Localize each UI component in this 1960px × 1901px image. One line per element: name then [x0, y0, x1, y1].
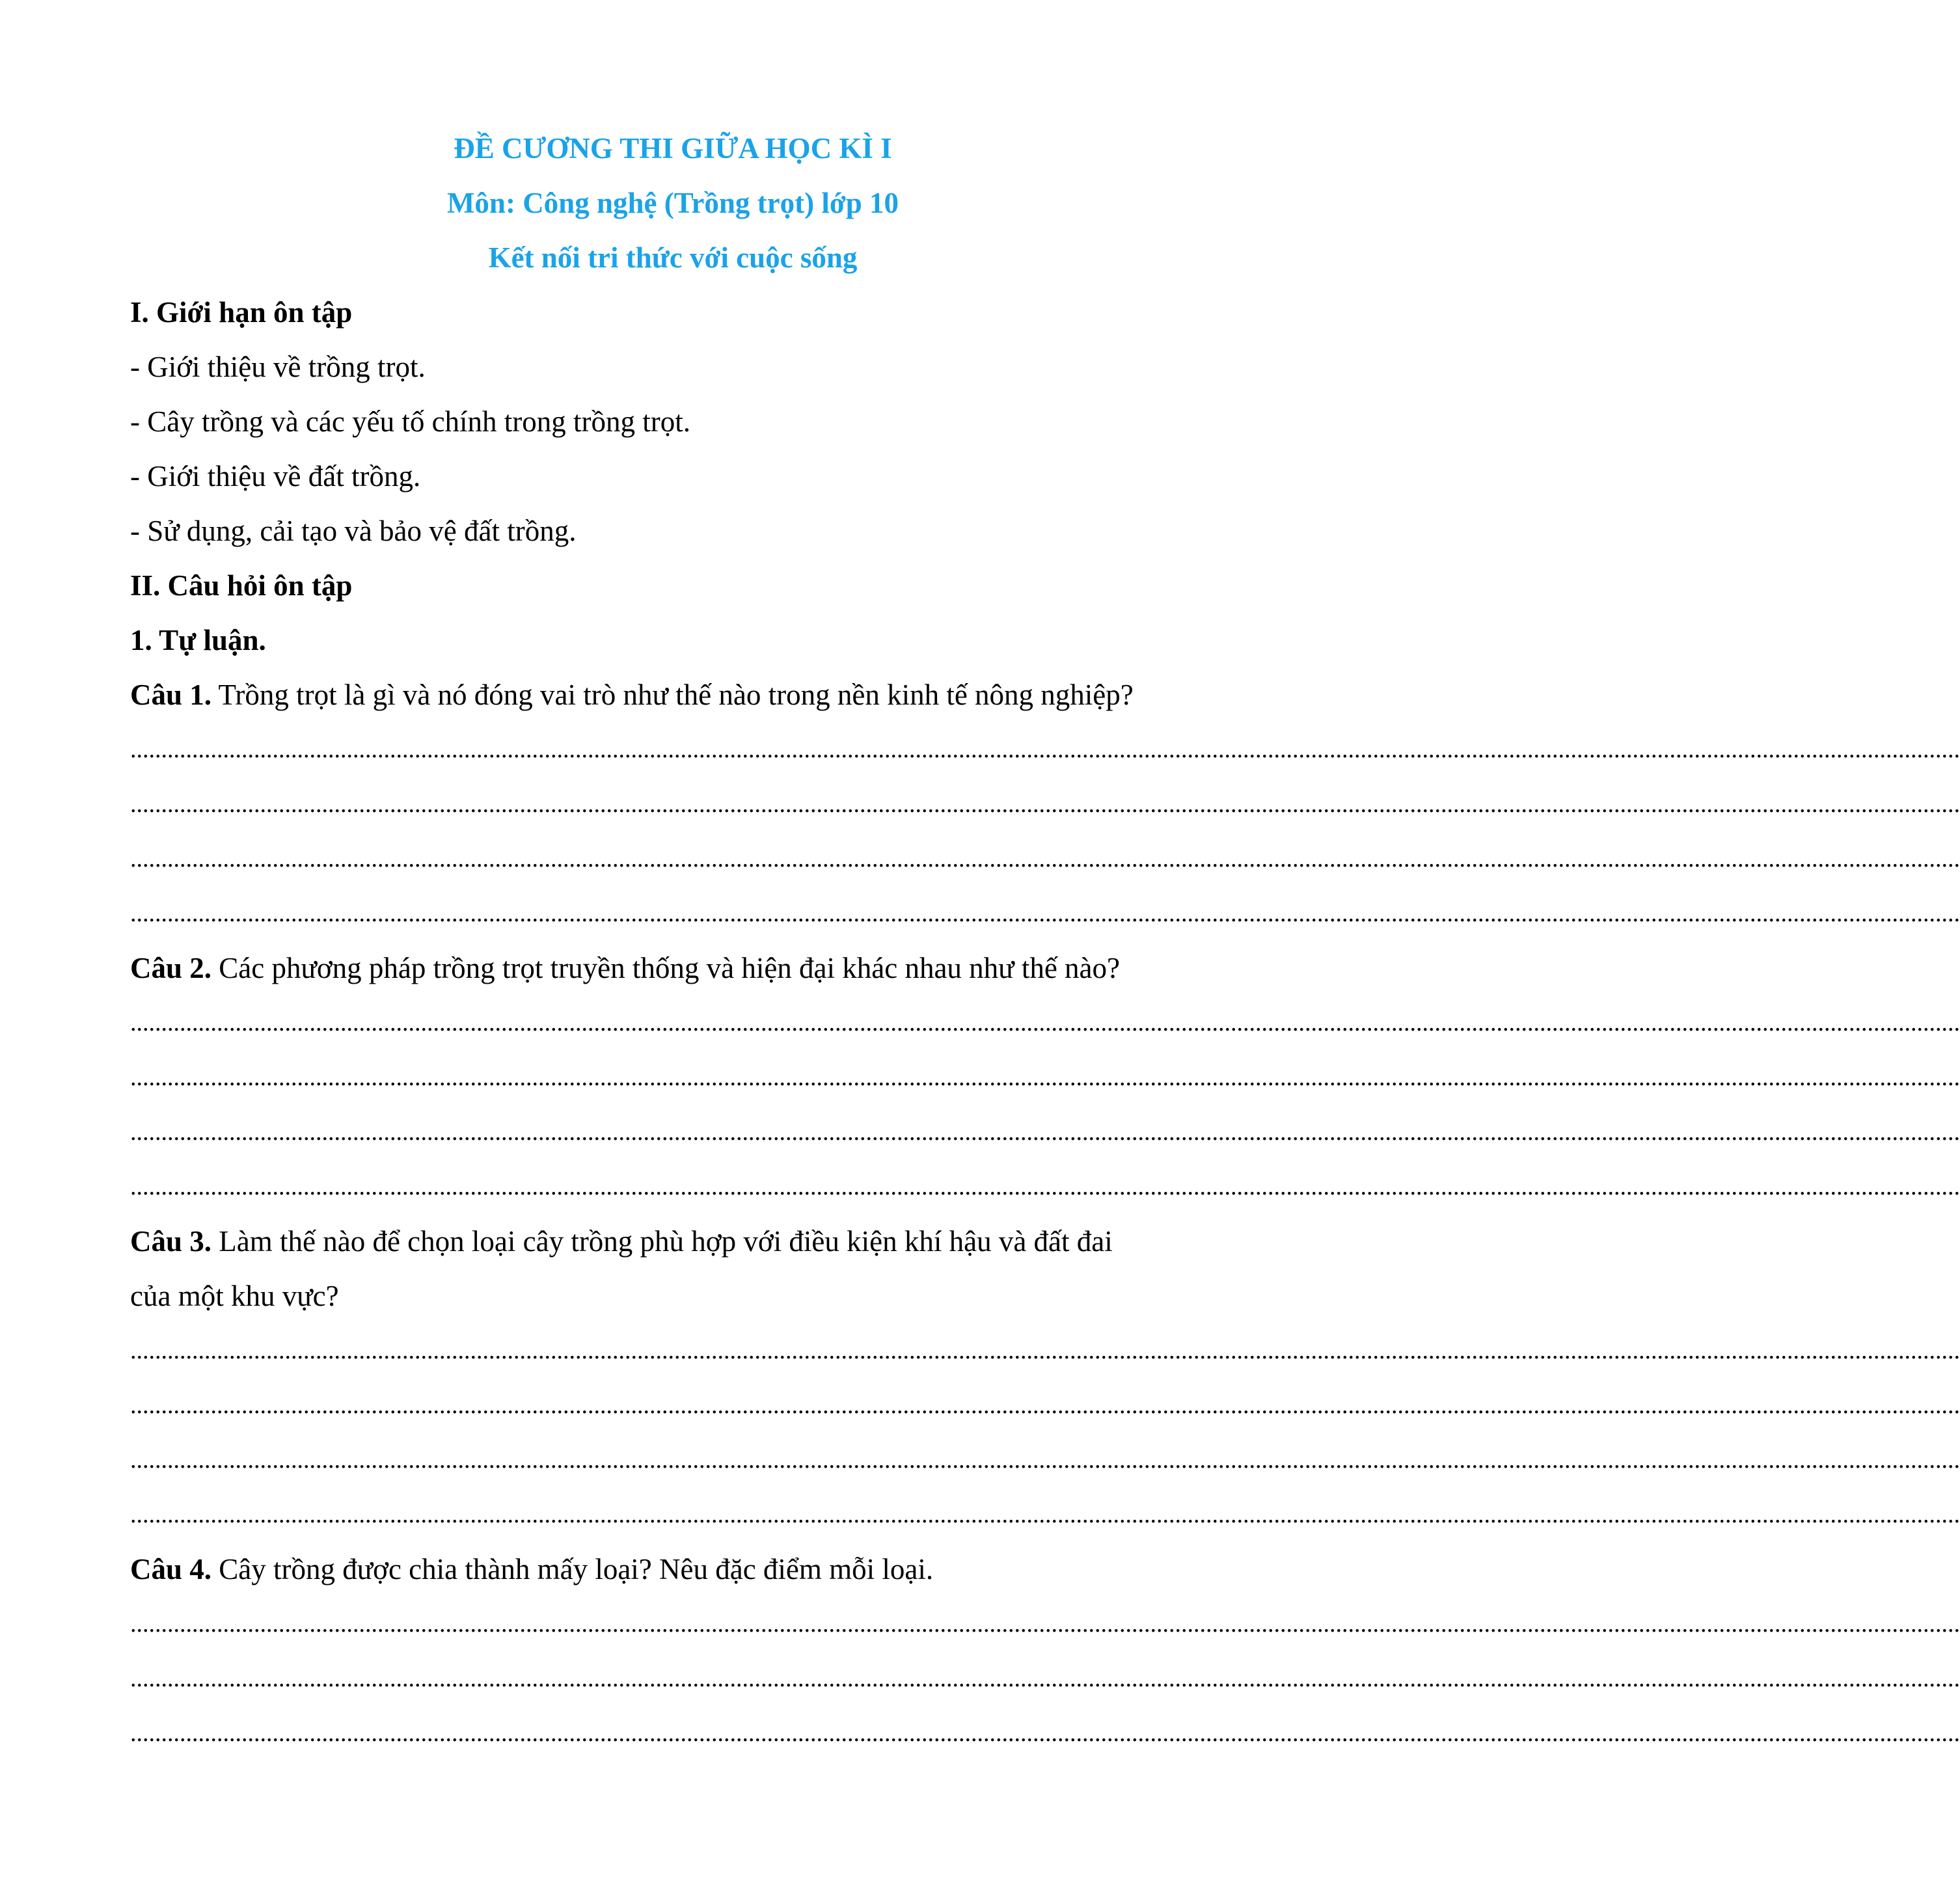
answer-line: ........................................................................................................................................................................................................................................................................................................ [130, 1392, 1960, 1419]
answer-line: ........................................................................................................................................................................................................................................................................................................ [130, 1337, 1960, 1364]
document-series: Kết nối tri thức với cuộc sống [488, 241, 858, 274]
answer-line: ........................................................................................................................................................................................................................................................................................................ [130, 900, 1960, 927]
question-4 [130, 1550, 1216, 1589]
question-3 [130, 1222, 1216, 1261]
answer-line: ........................................................................................................................................................................................................................................................................................................ [130, 1118, 1960, 1146]
answer-line: ........................................................................................................................................................................................................................................................................................................ [130, 1501, 1960, 1528]
question-2 [130, 949, 1216, 988]
question-label: Câu 2. [130, 952, 212, 984]
answer-line: ........................................................................................................................................................................................................................................................................................................ [130, 1064, 1960, 1091]
question-label: Câu 1. [130, 679, 212, 711]
answer-line: ........................................................................................................................................................................................................................................................................................................ [130, 1719, 1960, 1747]
question-text: Làm thế nào để chọn loại cây trồng phù hợp với điều kiện khí hậu và đất đai [211, 1225, 1113, 1258]
answer-line: ........................................................................................................................................................................................................................................................................................................ [130, 736, 1960, 763]
answer-line: ........................................................................................................................................................................................................................................................................................................ [130, 1446, 1960, 1474]
scope-item: - Sử dụng, cải tạo và bảo vệ đất trồng. [130, 515, 577, 547]
section-heading-questions: II. Câu hỏi ôn tập [130, 569, 353, 602]
answer-line: ........................................................................................................................................................................................................................................................................................................ [130, 790, 1960, 818]
question-label: Câu 4. [130, 1553, 212, 1585]
question-text: Trồng trọt là gì và nó đóng vai trò như thế nào trong nền kinh tế nông nghiệp? [211, 679, 1134, 711]
question-text: Các phương pháp trồng trọt truyền thống và hiện đại khác nhau như thế nào? [211, 952, 1120, 984]
question-label: Câu 3. [130, 1225, 212, 1258]
answer-line: ........................................................................................................................................................................................................................................................................................................ [130, 1610, 1960, 1638]
question-1 [130, 675, 1216, 714]
scope-item: - Cây trồng và các yếu tố chính trong trồng trọt. [130, 405, 691, 438]
scope-item: - Giới thiệu về đất trồng. [130, 460, 421, 492]
question-text: Cây trồng được chia thành mấy loại? Nêu đặc điểm mỗi loại. [211, 1553, 934, 1585]
question-3-continued: của một khu vực? [130, 1280, 339, 1312]
scope-item: - Giới thiệu về trồng trọt. [130, 351, 426, 383]
section-heading-scope: I. Giới hạn ôn tập [130, 296, 353, 329]
document-subject: Môn: Công nghệ (Trồng trọt) lớp 10 [446, 187, 899, 219]
subsection-heading-essay: 1. Tự luận. [130, 624, 266, 656]
answer-line: ........................................................................................................................................................................................................................................................................................................ [130, 845, 1960, 872]
document-title: ĐỀ CƯƠNG THI GIỮA HỌC KÌ I [454, 132, 892, 165]
answer-line: ........................................................................................................................................................................................................................................................................................................ [130, 1009, 1960, 1036]
answer-line: ........................................................................................................................................................................................................................................................................................................ [130, 1665, 1960, 1692]
answer-line: ........................................................................................................................................................................................................................................................................................................ [130, 1173, 1960, 1200]
